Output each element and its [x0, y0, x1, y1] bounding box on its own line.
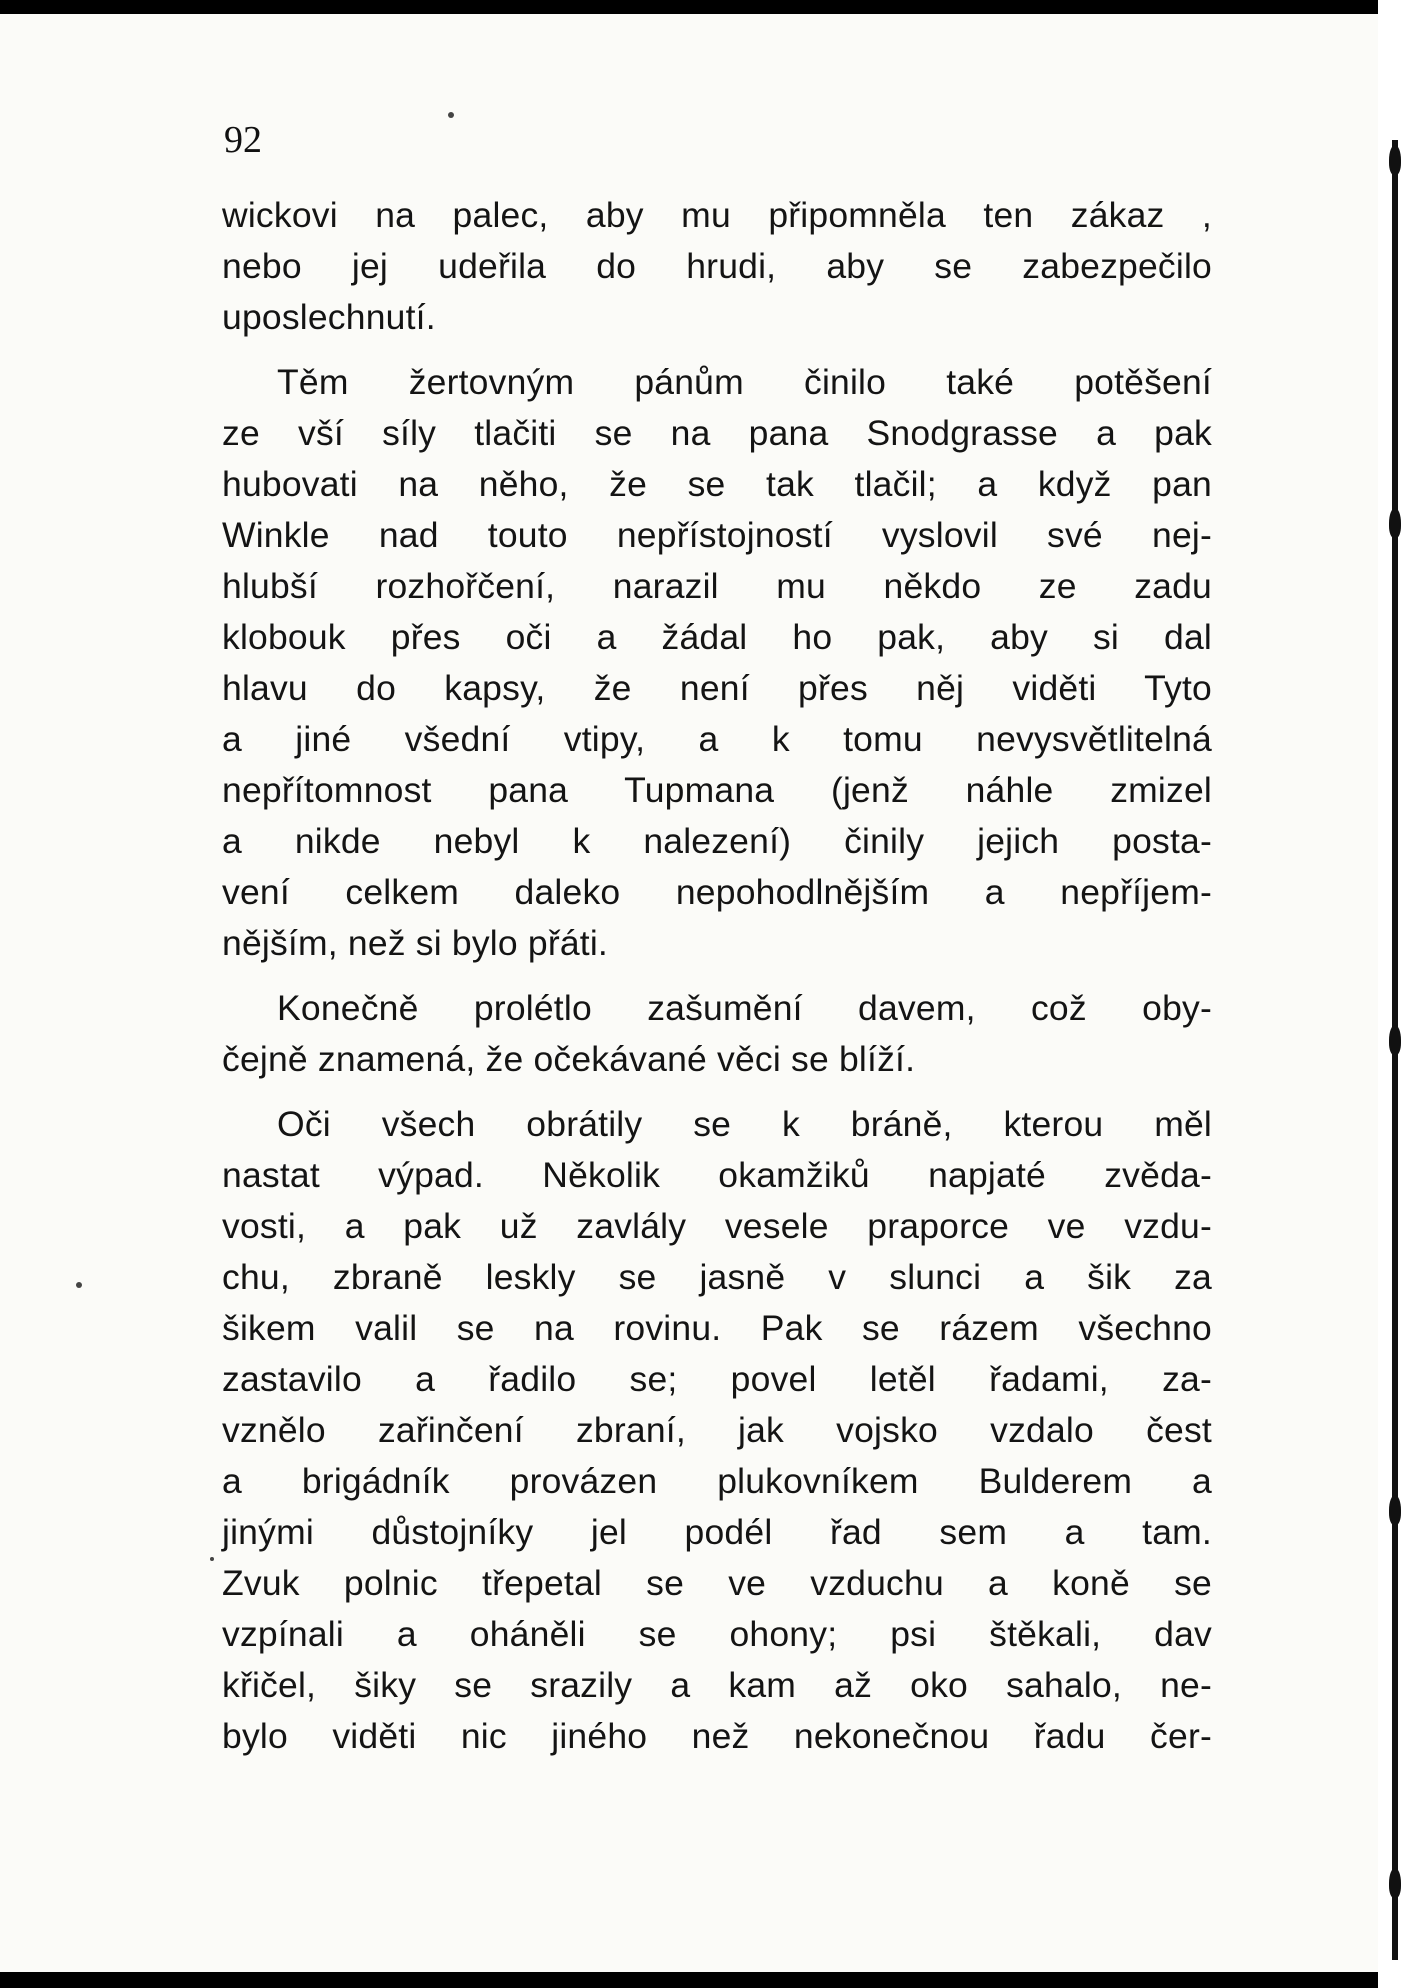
- edge-mark-4: [1389, 1495, 1401, 1525]
- paragraph-2: [222, 357, 1212, 969]
- page-number: 92: [224, 119, 262, 161]
- text-line: vení celkem daleko nepohodlnějším a nepříjem-: [222, 872, 1212, 912]
- text-line: šikem valil se na rovinu. Pak se rázem všechno: [222, 1308, 1212, 1348]
- text-line: Těm žertovným pánům činilo také potěšení: [277, 362, 1212, 402]
- text-line: ze vší síly tlačiti se na pana Snodgrasse a pak: [222, 413, 1212, 453]
- text-line: bylo viděti nic jiného než nekonečnou řadu čer-: [222, 1716, 1212, 1756]
- paragraph-3: [222, 983, 1212, 1085]
- edge-mark-2: [1389, 508, 1401, 538]
- text-line: zastavilo a řadilo se; povel letěl řadami, za-: [222, 1359, 1212, 1399]
- text-line: Zvuk polnic třepetal se ve vzduchu a koně se: [222, 1563, 1212, 1603]
- text-line: chu, zbraně leskly se jasně v slunci a šik za: [222, 1257, 1212, 1297]
- edge-mark-3: [1389, 1025, 1401, 1055]
- body-text: [222, 190, 1212, 1762]
- text-line: hlavu do kapsy, že není přes něj viděti Tyto: [222, 668, 1212, 708]
- edge-mark-1: [1389, 145, 1401, 175]
- ink-speck: [210, 1557, 214, 1561]
- text-line: a jiné všední vtipy, a k tomu nevysvětlitelná: [222, 719, 1212, 759]
- text-line: nějším, než si bylo přáti.: [222, 923, 608, 963]
- text-line: uposlechnutí.: [222, 297, 436, 337]
- text-line: vzpínali a oháněli se ohony; psi štěkali, dav: [222, 1614, 1212, 1654]
- text-line: Winkle nad touto nepřístojností vyslovil své nej-: [222, 515, 1212, 555]
- text-line: wickovi na palec, aby mu připomněla ten zákaz ,: [222, 195, 1212, 235]
- text-line: vosti, a pak už zavlály vesele praporce ve vzdu-: [222, 1206, 1212, 1246]
- text-line: klobouk přes oči a žádal ho pak, aby si dal: [222, 617, 1212, 657]
- edge-mark-5: [1389, 1868, 1401, 1898]
- text-line: křičel, šiky se srazily a kam až oko sahalo, ne-: [222, 1665, 1212, 1705]
- ink-speck: [76, 1282, 82, 1288]
- text-line: nastat výpad. Několik okamžiků napjaté zvěda-: [222, 1155, 1212, 1195]
- text-line: jinými důstojníky jel podél řad sem a tam.: [222, 1512, 1212, 1552]
- text-line: hlubší rozhořčení, narazil mu někdo ze zadu: [222, 566, 1212, 606]
- paragraph-1: [222, 190, 1212, 343]
- text-line: nepřítomnost pana Tupmana (jenž náhle zmizel: [222, 770, 1212, 810]
- ink-speck: [448, 112, 454, 118]
- text-line: a nikde nebyl k nalezení) činily jejich posta-: [222, 821, 1212, 861]
- text-line: nebo jej udeřila do hrudi, aby se zabezpečilo: [222, 246, 1212, 286]
- paragraph-4: [222, 1099, 1212, 1762]
- text-line: Oči všech obrátily se k bráně, kterou měl: [277, 1104, 1212, 1144]
- text-line: vznělo zařinčení zbraní, jak vojsko vzdalo čest: [222, 1410, 1212, 1450]
- text-line: a brigádník provázen plukovníkem Bulderem a: [222, 1461, 1212, 1501]
- text-line: čejně znamená, že očekávané věci se blíží.: [222, 1039, 916, 1079]
- text-line: Konečně prolétlo zašumění davem, což oby-: [277, 988, 1212, 1028]
- text-line: hubovati na něho, že se tak tlačil; a když pan: [222, 464, 1212, 504]
